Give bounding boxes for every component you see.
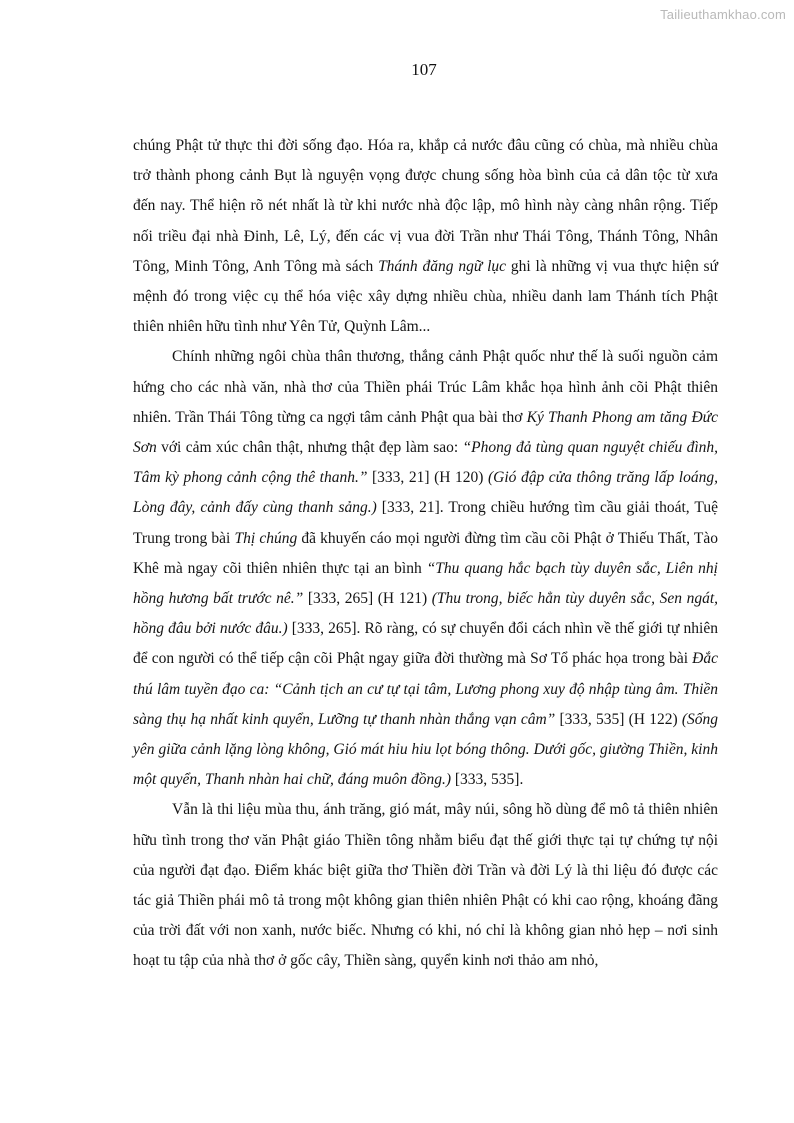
text-run: [333, 21]. Trong chiều hướng tìm cầu giải thoát, Tuệ Trung trong bài [133, 499, 718, 547]
text-run: [333, 265]. Rõ ràng, có sự chuyển đổi cách nhìn về thế giới tự nhiên để con người có thể tiếp cận cõi Phật ngay giữa đời thường mà Sơ Tổ phác họa trong bài [133, 620, 718, 668]
text-run: ghi là những vị vua thực hiện sứ mệnh đó trong việc cụ thể hóa việc xây dựng nhiều chùa, nhiều danh lam Thánh tích Phật thiên nhiên hữu tình như Yên Tử, Quỳnh Lâm... [133, 257, 718, 336]
text-run: [333, 535] (H 122) [555, 710, 682, 728]
italic-text-run: Thánh đăng ngữ lục [378, 257, 507, 275]
paragraph [133, 795, 718, 976]
watermark: Tailieuthamkhao.com [660, 7, 786, 22]
text-run: chúng Phật tử thực thi đời sống đạo. Hóa ra, khắp cả nước đâu cũng có chùa, mà nhiều chùa trở thành phong cảnh Bụt là nguyện vọng được chung sống hòa bình của cả dân tộc từ xưa đến nay. Thể hiện rõ nét nhất là từ khi nước nhà độc lập, mô hình này càng nhân rộng. Tiếp nối triều đại nhà Đinh, Lê, Lý, đến các vị vua đời Trần như Thái Tông, Thánh Tông, Nhân Tông, Minh Tông, Anh Tông mà sách [133, 137, 718, 275]
text-run: [333, 535]. [451, 771, 524, 789]
italic-text-run: Ký Thanh Phong am tăng Đức Sơn [133, 408, 719, 457]
italic-text-run: (Sống yên giữa cảnh lặng lòng không, Gió mát hiu hiu lọt bóng thông. Dưới gốc, giường Thiền, kinh một quyển, Thanh nhàn hai chữ, đáng muôn đồng.) [133, 710, 718, 789]
italic-text-run: (Gió đập cửa thông trăng lấp loáng, Lòng đây, cảnh đấy cùng thanh sảng.) [133, 469, 718, 517]
italic-text-run: Thị chúng [234, 529, 298, 547]
italic-text-run: Đắc thú lâm tuyền đạo ca: “Cảnh tịch an cư tự tại tâm, Lương phong xuy độ nhập tùng âm. Thiền sàng thụ hạ nhất kinh quyển, Lưỡng tự thanh nhàn thắng vạn câm” [133, 650, 718, 728]
italic-text-run: “Phong đả tùng quan nguyệt chiếu đình, Tâm kỳ phong cảnh cộng thê thanh.” [133, 439, 718, 487]
text-run: với cảm xúc chân thật, nhưng thật đẹp làm sao: [156, 439, 463, 457]
paragraph [133, 342, 718, 795]
text-run: [333, 21] (H 120) [367, 469, 488, 487]
italic-text-run: (Thu trong, biếc hẳn tùy duyên sắc, Sen ngát, hồng đâu bởi nước đâu.) [133, 590, 719, 638]
text-run: Vẫn là thi liệu mùa thu, ánh trăng, gió mát, mây núi, sông hồ dùng để mô tả thiên nhiên hữu tình trong thơ văn Phật giáo Thiền tông nhằm biểu đạt thế giới thực tại tự chứng tự nội của người đạt đạo. Điểm khác biệt giữa thơ Thiền đời Trần và đời Lý là thi liệu đó được các tác giả Thiền phái mô tả trong một không gian thiên nhiên Phật có khi cao rộng, khoáng đãng của trời đất với non xanh, nước biếc. Nhưng có khi, nó chỉ là không gian nhỏ hẹp – nơi sinh hoạt tu tập của nhà thơ ở gốc cây, Thiền sàng, quyển kinh nơi thảo am nhỏ, [133, 801, 718, 970]
text-run: Chính những ngôi chùa thân thương, thắng cảnh Phật quốc như thế là suối nguồn cảm hứng cho các nhà văn, nhà thơ của Thiền phái Trúc Lâm khắc họa hình ảnh cõi Phật thiên nhiên. Trần Thái Tông từng ca ngợi tâm cảnh Phật qua bài thơ [133, 348, 718, 426]
paragraph [133, 131, 718, 342]
text-run: đã khuyến cáo mọi người đừng tìm cầu cõi Phật ở Thiếu Thất, Tào Khê mà ngay cõi thiên nhiên thực tại an bình [133, 529, 718, 577]
italic-text-run: “Thu quang hắc bạch tùy duyên sắc, Liên nhị hồng hương bất trước nê.” [133, 559, 718, 608]
page-number: 107 [411, 60, 437, 79]
text-run: [333, 265] (H 121) [303, 590, 432, 608]
body-text [133, 131, 718, 977]
